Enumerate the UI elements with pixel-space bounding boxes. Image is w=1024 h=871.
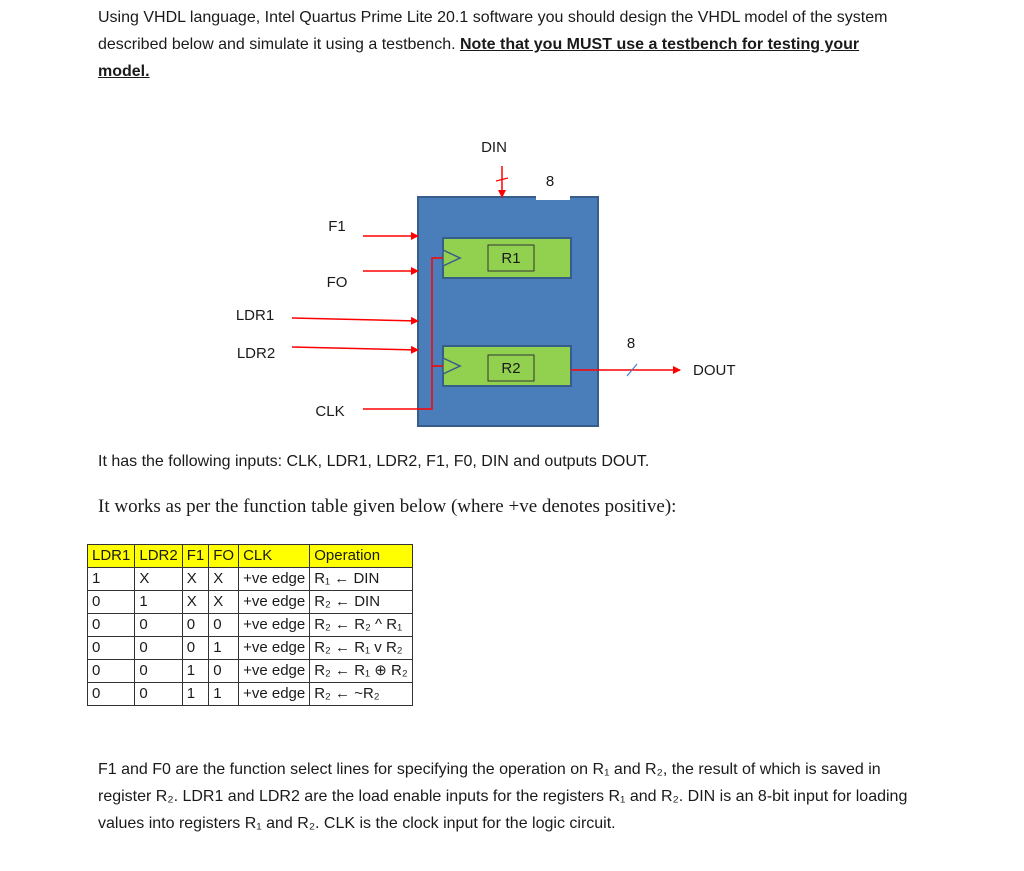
- table-cell: 0: [88, 591, 135, 614]
- function-table-intro: It works as per the function table given below (where +ve denotes positive):: [98, 496, 677, 517]
- ldr2-arrow: [292, 347, 418, 350]
- table-cell-operation: R₂ ← ~R₂: [310, 683, 412, 706]
- table-cell: 0: [182, 614, 209, 637]
- header-operation: Operation: [310, 545, 412, 568]
- table-cell: +ve edge: [239, 591, 310, 614]
- table-cell-operation: R₂ ← R₁ ⊕ R₂: [310, 660, 412, 683]
- table-row: [88, 614, 413, 637]
- dout-width-label: 8: [626, 335, 636, 352]
- din-width-label: 8: [545, 173, 555, 190]
- register-r2-label: R2: [501, 360, 521, 377]
- table-cell: 0: [209, 614, 239, 637]
- din-label: DIN: [481, 139, 507, 156]
- table-cell: 0: [135, 683, 182, 706]
- table-cell: +ve edge: [239, 614, 310, 637]
- function-table: [87, 544, 413, 706]
- inputs-description: It has the following inputs: CLK, LDR1, LDR2, F1, F0, DIN and outputs DOUT.: [98, 453, 650, 470]
- ldr2-label: LDR2: [236, 345, 276, 362]
- register-r1-label: R1: [501, 250, 521, 267]
- header-ldr2: LDR2: [135, 545, 182, 568]
- dout-label: DOUT: [693, 362, 736, 379]
- header-f1: F1: [182, 545, 209, 568]
- table-cell: 1: [88, 568, 135, 591]
- table-cell: 0: [135, 637, 182, 660]
- table-cell: 0: [88, 683, 135, 706]
- table-cell: 1: [182, 660, 209, 683]
- table-cell-operation: R₁ ← DIN: [310, 568, 412, 591]
- header-ldr1: LDR1: [88, 545, 135, 568]
- table-cell-operation: R₂ ← R₂ ^ R₁: [310, 614, 412, 637]
- table-row: [88, 660, 413, 683]
- table-cell: +ve edge: [239, 568, 310, 591]
- table-cell: X: [209, 568, 239, 591]
- table-cell: 1: [182, 683, 209, 706]
- table-cell: 0: [135, 660, 182, 683]
- table-cell: 0: [182, 637, 209, 660]
- table-cell: +ve edge: [239, 637, 310, 660]
- table-cell-operation: R₂ ← DIN: [310, 591, 412, 614]
- function-table-header-row: [88, 545, 413, 568]
- table-cell: 1: [135, 591, 182, 614]
- header-f0: FO: [209, 545, 239, 568]
- footer-paragraph: F1 and F0 are the function select lines for specifying the operation on R₁ and R₂, the result of which is saved in register R₂. LDR1 and LDR2 are the load enable inputs for the registers R₁ and R₂. DIN is an 8-bit input for loading values into registers R₁ and R₂. CLK is the clock input for the logic circuit.: [98, 761, 908, 832]
- table-row: [88, 683, 413, 706]
- table-cell: +ve edge: [239, 660, 310, 683]
- table-cell: X: [209, 591, 239, 614]
- table-cell-operation: R₂ ← R₁ v R₂: [310, 637, 412, 660]
- table-cell: X: [182, 591, 209, 614]
- testbench-note: Note that you MUST use a testbench for testing your model.: [98, 36, 860, 80]
- table-cell: 1: [209, 637, 239, 660]
- table-cell: X: [135, 568, 182, 591]
- table-cell: 0: [88, 614, 135, 637]
- ldr1-arrow: [292, 318, 418, 321]
- table-cell: X: [182, 568, 209, 591]
- table-cell: 0: [88, 660, 135, 683]
- f0-label: FO: [326, 274, 348, 291]
- intro-text: Using VHDL language, Intel Quartus Prime Lite 20.1 software you should design the VHDL model of the system described below and simulate it using a testbench.: [98, 9, 888, 53]
- ldr1-label: LDR1: [235, 307, 275, 324]
- f1-label: F1: [328, 218, 346, 235]
- table-row: [88, 591, 413, 614]
- header-clk: CLK: [239, 545, 310, 568]
- table-row: [88, 637, 413, 660]
- table-row: [88, 568, 413, 591]
- table-cell: 0: [88, 637, 135, 660]
- system-block: [418, 197, 598, 426]
- clk-label: CLK: [315, 403, 345, 420]
- table-cell: 0: [135, 614, 182, 637]
- table-cell: 1: [209, 683, 239, 706]
- table-cell: +ve edge: [239, 683, 310, 706]
- table-cell: 0: [209, 660, 239, 683]
